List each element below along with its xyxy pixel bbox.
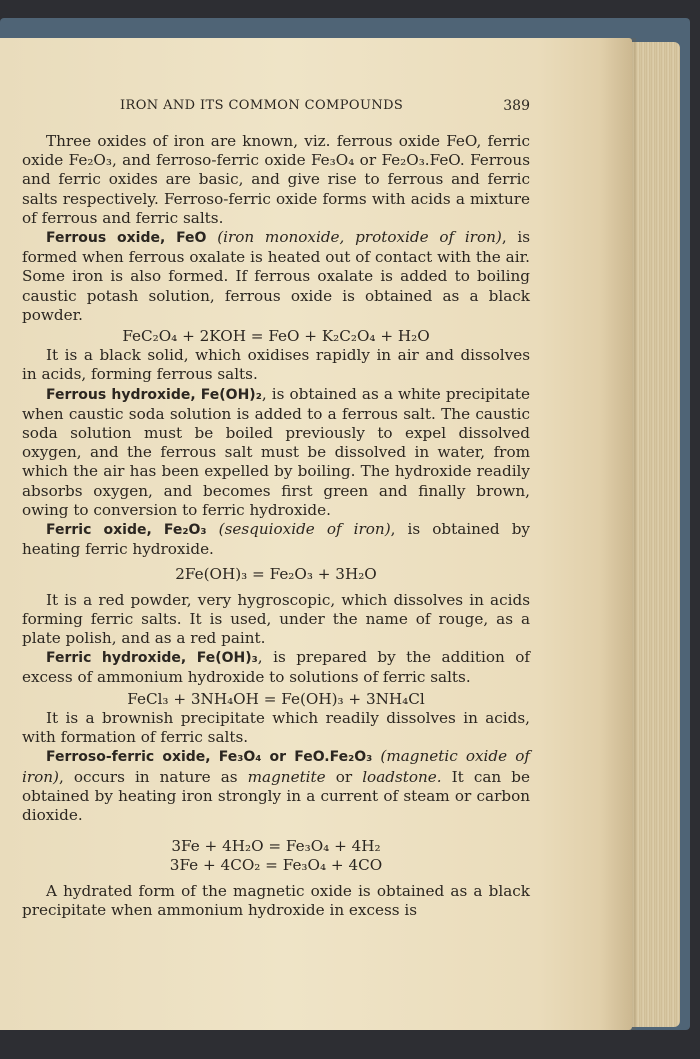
ferrous-oxide-properties: It is a black solid, which oxidises rapidly in air and dissolves in acids, forming ferrous salts.	[22, 346, 530, 384]
carbon-dioxide-equation: 3Fe + 4CO₂ = Fe₃O₄ + 4CO	[169, 856, 383, 875]
ferric-hydroxide-equation: FeCl₃ + 3NH₄OH = Fe(OH)₃ + 3NH₄Cl	[127, 689, 425, 708]
spacer	[22, 825, 530, 837]
ferric-oxide-equation: 2Fe(OH)₃ = Fe₂O₃ + 3H₂O	[175, 565, 377, 584]
ferric-oxide-properties: It is a red powder, very hygroscopic, which dissolves in acids forming ferric salts. It is used, under the name of rouge, as a plate polish, and as a red paint.	[22, 590, 530, 648]
ferric-hydroxide-properties: It is a brownish precipitate which readily dissolves in acids, with formation of ferric salts.	[22, 708, 530, 747]
ferrous-oxide-alt-names: (iron monoxide, protoxide of iron)	[217, 228, 502, 247]
ferroso-ferric-text-c: It can be obtained by heating iron strongly in a current of steam or carbon dioxide.	[22, 767, 530, 824]
ferric-oxide-paragraph	[22, 520, 530, 559]
chapter-title: IRON AND ITS COMMON COMPOUNDS	[120, 98, 404, 113]
ferrous-hydroxide-heading: Ferrous hydroxide, Fe(OH)₂	[46, 386, 262, 403]
ferric-oxide-alt-names: (sesquioxide of iron)	[218, 520, 391, 539]
ferroso-ferric-oxide-paragraph	[22, 747, 530, 825]
page-shadow	[600, 38, 636, 1030]
steam-equation: 3Fe + 4H₂O = Fe₃O₄ + 4H₂	[171, 837, 381, 856]
page-number: 389	[503, 98, 530, 114]
intro-paragraph: Three oxides of iron are known, viz. ferrous oxide FeO, ferric oxide Fe₂O₃, and ferroso-ferric oxide Fe₃O₄ or Fe₂O₃.FeO. Ferrous and ferric oxides are basic, and give rise to ferrous and ferric salts respectively. Ferroso-ferric oxide forms with acids a mixture of ferrous and ferric salts.	[22, 132, 530, 227]
mineral-loadstone: loadstone.	[362, 767, 442, 786]
ferrous-oxide-paragraph	[22, 228, 530, 325]
ferrous-oxide-text: , is formed when ferrous oxalate is heated out of contact with the air. Some iron is also formed. If ferrous oxalate is added to boiling caustic potash solution, ferrous oxide is obtained as a black powder.	[22, 228, 531, 324]
ferric-hydroxide-text: , is prepared by the addition of excess of ammonium hydroxide to solutions of ferric salts.	[22, 648, 531, 687]
page-body	[22, 132, 530, 920]
ferroso-ferric-text-a: , occurs in nature as	[58, 767, 248, 786]
ferric-oxide-heading: Ferric oxide, Fe₂O₃	[46, 522, 207, 539]
ferric-hydroxide-heading: Ferric hydroxide, Fe(OH)₃	[46, 650, 258, 667]
ferrous-oxide-equation: FeC₂O₄ + 2KOH = FeO + K₂C₂O₄ + H₂O	[122, 327, 430, 346]
hydrated-oxide-paragraph: A hydrated form of the magnetic oxide is obtained as a black precipitate when ammonium hydroxide in excess is	[22, 881, 530, 919]
ferroso-ferric-text-b: or	[325, 767, 363, 786]
ferrous-hydroxide-text: , is obtained as a white precipitate when caustic soda solution is added to a ferrous salt. The caustic soda solution must be boiled previously to expel dissolved oxygen, and the ferrous salt must be dissolved in water, from which the air has been expelled by boiling. The hydroxide readily absorbs oxygen, and becomes first green and finally brown, owing to conversion to ferric hydroxide.	[22, 384, 530, 519]
ferric-oxide-text: , is obtained by heating ferric hydroxide.	[22, 520, 531, 559]
mineral-magnetite: magnetite	[247, 767, 326, 786]
ferric-hydroxide-paragraph	[22, 648, 530, 687]
ferrous-oxide-heading: Ferrous oxide, FeO	[46, 230, 207, 247]
ferrous-hydroxide-paragraph	[22, 385, 530, 520]
ferroso-ferric-oxide-heading: Ferroso-ferric oxide, Fe₃O₄ or FeO.Fe₂O₃	[46, 749, 373, 766]
ferroso-ferric-oxide-alt-names: (magnetic oxide of iron)	[22, 747, 530, 786]
